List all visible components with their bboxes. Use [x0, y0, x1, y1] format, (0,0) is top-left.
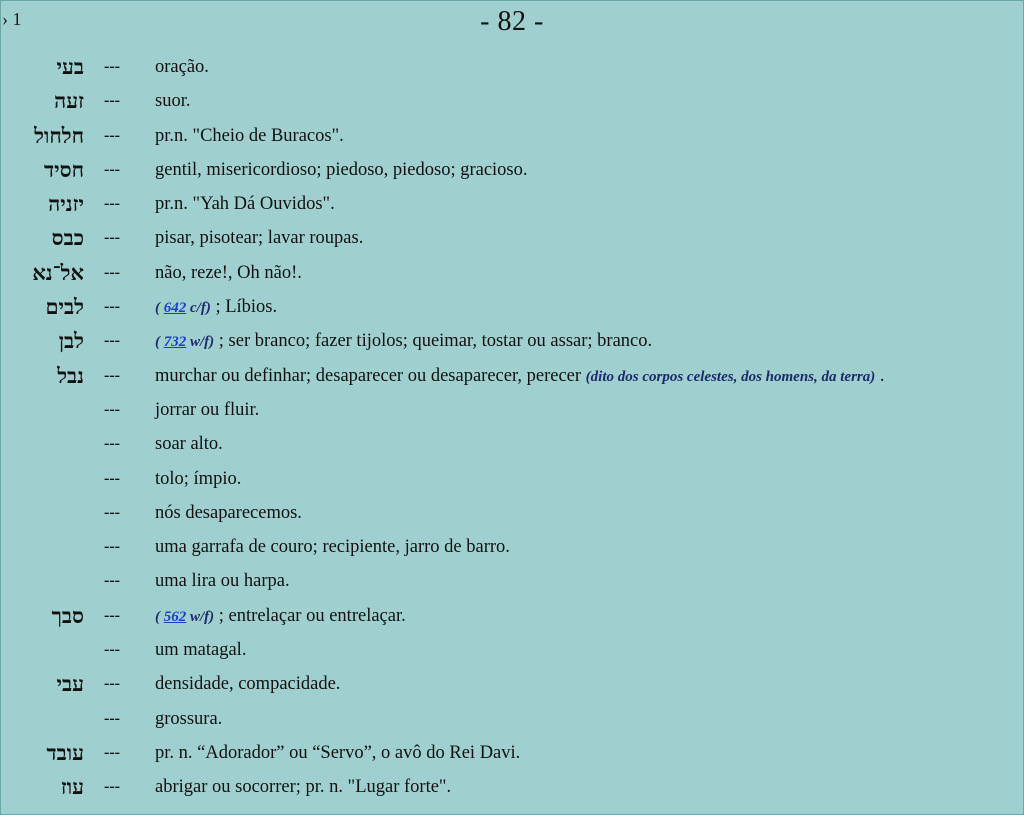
separator: --- [104, 366, 120, 384]
entry-row [0, 50, 1024, 84]
definition [155, 496, 302, 530]
definition-text: oração. [155, 57, 209, 77]
definition [155, 290, 277, 325]
definition-text: soar alto. [155, 434, 223, 455]
definition-text: jorrar ou fluir. [155, 399, 260, 420]
separator: --- [104, 92, 120, 110]
entry-row [0, 736, 1024, 770]
definition [155, 84, 190, 118]
ref-code: w/f) [186, 334, 215, 351]
entry-row [0, 633, 1024, 667]
entry-row [0, 119, 1024, 153]
entry-row [0, 256, 1024, 290]
entry-row [0, 530, 1024, 564]
definition [155, 324, 652, 359]
definition [155, 736, 520, 770]
definition-text: ; Líbios. [210, 297, 278, 318]
hebrew-word: חלחול [34, 122, 84, 148]
ref-code: c/f) [186, 300, 211, 317]
definition [155, 119, 344, 153]
definition [155, 187, 335, 221]
hebrew-word: חסיד [44, 156, 84, 182]
separator: --- [104, 675, 120, 693]
usage-note: (dito dos corpos celestes, dos homens, da terra) [585, 368, 876, 385]
separator: --- [104, 503, 120, 521]
cross-reference [155, 300, 211, 316]
hebrew-word: אל־נא [32, 259, 84, 285]
reference-link[interactable]: 732 [163, 334, 187, 351]
reference-link[interactable]: 562 [163, 608, 187, 625]
ref-open: ( [155, 300, 164, 317]
definition [155, 393, 259, 427]
hebrew-word: יזניה [48, 191, 84, 217]
definition-text: abrigar ou socorrer; pr. n. "Lugar forte". [155, 777, 452, 798]
entry-row [0, 187, 1024, 221]
page-marker: › 1 [2, 9, 22, 29]
definition [155, 667, 340, 701]
ref-open: ( [155, 334, 164, 351]
separator: --- [104, 743, 120, 761]
entry-row [0, 324, 1024, 358]
definition-text: pisar, pisotear; lavar roupas. [155, 228, 364, 249]
entry-row [0, 221, 1024, 255]
definition-text: pr.n. "Yah Dá Ouvidos". [155, 194, 335, 215]
separator: --- [104, 332, 120, 350]
definition [155, 633, 246, 667]
definition [155, 599, 406, 634]
hebrew-word: זעה [54, 88, 84, 114]
entry-row [0, 427, 1024, 461]
ref-code: w/f) [186, 608, 215, 625]
separator: --- [104, 778, 120, 796]
definition-text: ; ser branco; fazer tijolos; queimar, tostar ou assar; branco. [214, 331, 653, 352]
definition-text: uma lira ou harpa. [155, 571, 290, 592]
separator: --- [104, 58, 120, 75]
separator: --- [104, 469, 120, 487]
separator: --- [104, 435, 120, 453]
definition [155, 50, 209, 84]
definition [155, 564, 290, 598]
entry-row [0, 599, 1024, 633]
definition [155, 427, 223, 461]
definition-text: densidade, compacidade. [155, 674, 341, 695]
definition [155, 530, 510, 564]
cross-reference [155, 609, 214, 625]
lexicon-entries [0, 50, 1024, 805]
separator: --- [104, 641, 120, 659]
separator: --- [104, 606, 120, 624]
separator: --- [104, 195, 120, 213]
definition [155, 462, 241, 496]
entry-row [0, 564, 1024, 598]
definition [155, 702, 222, 736]
entry-row [0, 462, 1024, 496]
entry-row [0, 496, 1024, 530]
separator: --- [104, 126, 120, 144]
hebrew-word: כבס [51, 225, 84, 251]
cross-reference [155, 334, 214, 350]
entry-row [0, 84, 1024, 118]
entry-row [0, 359, 1024, 393]
definition-text: nós desaparecemos. [155, 502, 302, 523]
hebrew-word: עובד [46, 739, 84, 765]
separator: --- [104, 572, 120, 590]
page-number: - 82 - [480, 6, 544, 37]
separator: --- [104, 538, 120, 556]
entry-row [0, 393, 1024, 427]
hebrew-word: עוז [60, 774, 84, 800]
separator: --- [104, 229, 120, 247]
definition-text: não, reze!, Oh não!. [155, 262, 302, 283]
definition [155, 221, 363, 255]
definition-text: pr.n. "Cheio de Buracos". [155, 125, 344, 146]
definition-text: gentil, misericordioso; piedoso, piedoso; gracioso. [155, 159, 528, 180]
separator: --- [104, 263, 120, 281]
hebrew-word: סבך [51, 602, 84, 628]
separator: --- [104, 400, 120, 418]
definition-text: um matagal. [155, 640, 247, 661]
hebrew-word: בעי [56, 54, 84, 79]
entry-row [0, 702, 1024, 736]
definition-text: tolo; ímpio. [155, 468, 242, 489]
ref-open: ( [155, 608, 164, 625]
hebrew-word: עבי [56, 671, 84, 697]
separator: --- [104, 298, 120, 316]
hebrew-word: לבן [58, 328, 84, 354]
hebrew-word: לבים [45, 294, 84, 320]
separator: --- [104, 709, 120, 727]
entry-row [0, 290, 1024, 324]
definition-text: ; entrelaçar ou entrelaçar. [214, 605, 406, 626]
definition-tail: . [875, 365, 885, 386]
definition-text: suor. [155, 91, 191, 112]
definition [155, 770, 451, 804]
definition-text: uma garrafa de couro; recipiente, jarro de barro. [155, 537, 510, 558]
hebrew-word: נבל [57, 362, 84, 388]
entry-row [0, 667, 1024, 701]
definition [155, 153, 528, 187]
definition-text: pr. n. “Adorador” ou “Servo”, o avô do Rei Davi. [155, 742, 521, 763]
reference-link[interactable]: 642 [163, 300, 187, 317]
definition-text: murchar ou definhar; desaparecer ou desaparecer, perecer [155, 365, 586, 386]
definition-text: grossura. [155, 708, 223, 729]
definition [155, 359, 885, 394]
entry-row [0, 153, 1024, 187]
separator: --- [104, 160, 120, 178]
entry-row [0, 770, 1024, 804]
definition [155, 256, 302, 290]
